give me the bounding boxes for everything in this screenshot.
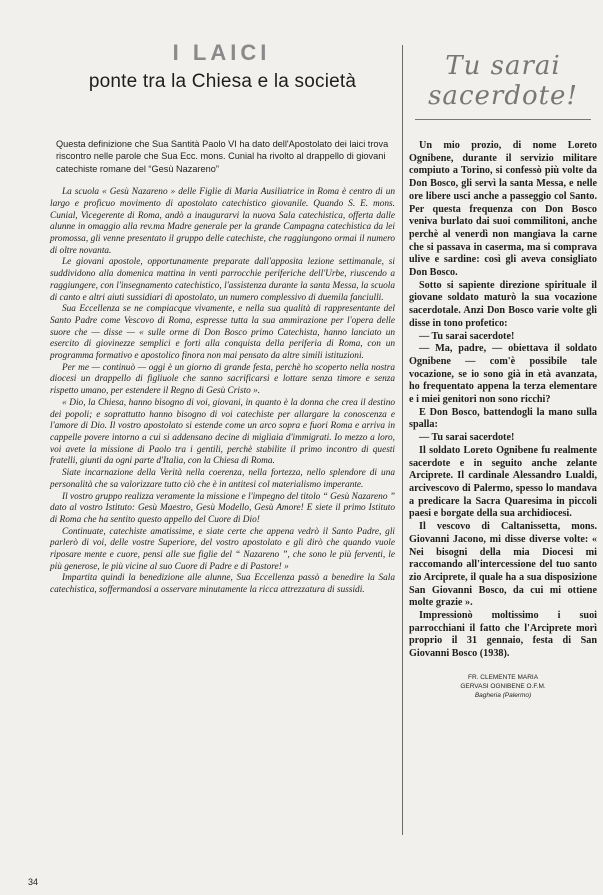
right-article [409, 45, 597, 700]
left-article [50, 40, 395, 597]
article-paragraph: Siate incarnazione della Verità nella coerenza, nella fortezza, nello splendore di una personalità che sa valorizzare tutto ciò che è in antitesi col materialismo imperante. [50, 468, 395, 490]
article-body [50, 187, 395, 597]
title-rule [415, 119, 591, 120]
author-name-line1: FR. CLEMENTE MARIA [467, 673, 539, 681]
author-place: Bagheria (Palermo) [474, 691, 532, 699]
sidebar-paragraph: — Ma, padre, — obiettava il soldato Ognibene — com'è possibile tale vocazione, se io sono già in età avanzata, ho frequentato appena la terza elementare e i miei genitori non sono ricchi? [409, 343, 597, 406]
article-paragraph: Continuate, catechiste amatissime, e siate certe che appena vedrò il Santo Padre, gli parlerò di voi, delle vostre Superiore, del vostro apostolato e gli dirò che quando vuole riposare mente e cuore, pensi alle sue figlie del “ Nazareno ”, che sono le più ferventi, le più generose, le più vicine al suo Cuore di Padre e di Pastore! » [50, 526, 395, 572]
sidebar-title: Tu sarai sacerdote! [428, 51, 578, 111]
author-signature [409, 673, 597, 700]
column-divider [402, 45, 403, 835]
page-number: 34 [28, 877, 39, 887]
sidebar-paragraph: Un mio prozio, di nome Loreto Ognibene, durante il servizio militare compiuto a Torino, si confessò più volte da Don Bosco, gli servì la santa Messa, e nelle ore libere usci anche a passeggio col Santo. Per questa frequenza con Don Bosco veniva burlato dai suoi commilitoni, anche perchè al venerdì non mangiava la carne che si passava in caserma, ma si comprava ulive e sardine: così gli aveva consigliato Don Bosco. [409, 140, 597, 279]
article-paragraph: Le giovani apostole, opportunamente preparate dall'apposita lezione settimanale, si suddividono alla domenica mattina in venti parrocchie periferiche dell'Urbe, riuscendo a raggiungere, con l'insegnamento catechistico, l'assistenza durante la santa Messa, la scuola di canto e altri aiuti sussidiari di apostolato, un numero complessivo di duemila fanciulli. [50, 257, 395, 303]
sidebar-paragraph: Impressionò moltissimo i suoi parrocchiani il fatto che l'Arciprete morì proprio il 31 gennaio, festa di San Giovanni Bosco (1938). [409, 610, 597, 660]
article-paragraph: « Dio, la Chiesa, hanno bisogno di voi, giovani, in quanto è la donna che crea il destino dei popoli; e soprattutto hanno bisogno di voi catechiste per allargare la conoscenza e l'amore di Dio. Il vostro apostolato si estende come un arco sopra e fuori Roma e arriva in cappelle povere intorno a cui si addensano decine di migliaia d'immigrati. Io mezzo a loro, voi avete la missione di Paolo tra i gentili, perchè stabilite il primo incontro di questi fratelli, giunti da ogni parte d'Italia, con la Chiesa di Roma. [50, 397, 395, 467]
sidebar-paragraph: — Tu sarai sacerdote! [419, 432, 515, 444]
article-paragraph: La scuola « Gesù Nazareno » delle Figlie di Maria Ausiliatrice in Roma è centro di un largo e proficuo movimento di apostolato catechistico giovanile. Quando S. E. mons. Cunial, Vicegerente di Roma, andò a inaugurarvi la nuova Sala catechistica, offerta dalle alunne in omaggio alla rev.ma Madre generale per la grande Campagna catechistica da lei promossa, gli venne presentato il gruppo delle catechiste, che raggiungono ormai il numero di oltre novanta. [50, 187, 395, 256]
article-paragraph: Per me — continuò — oggi è un giorno di grande festa, perchè ho scoperto nella nostra diocesi un drappello di figliuole che sanno sacrificarsi e lottare senza timore e senza rispetto umano, per estendere il Regno di Gesù Cristo ». [50, 362, 395, 397]
article-paragraph: Impartita quindi la benedizione alle alunne, Sua Eccellenza passò a benedire la Sala catechistica, soffermandosi a osservare minutamente la ricca attrezzatura di sussidi. [50, 573, 395, 596]
article-paragraph: Il vostro gruppo realizza veramente la missione e l'impegno del titolo “ Gesù Nazareno ” dato al vostro Istituto: Gesù Maestro, Gesù Modello, Gesù Amore! E siete il primo Istituto di Roma che ha sentito questo appello del Cuore di Dio! [50, 491, 395, 525]
article-subtitle: ponte tra la Chiesa e la società [88, 71, 357, 92]
author-name-line2: GERVASI OGNIBENE O.F.M. [460, 682, 546, 690]
sidebar-paragraph: Sotto si sapiente direzione spirituale il giovane soldato maturò la sua vocazione sacerdotale. Anzi Don Bosco varie volte gli disse in tono profetico: [409, 279, 597, 329]
sidebar-body [409, 140, 597, 661]
sidebar-paragraph: — Tu sarai sacerdote! [419, 330, 515, 342]
sidebar-paragraph: Il soldato Loreto Ognibene fu realmente sacerdote e in seguito anche zelante Arciprete. Il cardinale Alessandro Lualdi, arcivescovo di Palermo, spesso lo mandava a predicare la Sacra Quaresima in piccoli paesi e borgate della sua archidiocesi. [409, 444, 597, 520]
sidebar-paragraph: Il vescovo di Caltanissetta, mons. Giovanni Jacono, mi disse diverse volte: « Nei bisogni della mia Diocesi mi raccomando all'intercessione del tuo santo zio Arciprete, il quale ha a sua disposizione San Giovanni Bosco, da cui mi ottiene molte grazie ». [409, 521, 597, 609]
sidebar-paragraph: E Don Bosco, battendogli la mano sulla spalla: [409, 406, 597, 431]
article-title: I LAICI [172, 40, 271, 65]
article-paragraph: Sua Eccellenza se ne compiacque vivamente, e nella sua qualità di rappresentante del Santo Padre come Vescovo di Roma, espresse tutta la sua ammirazione per l'opera delle suore che — disse — « sulle orme di Don Bosco primo Catechista, hanno lanciato un esercito di giovinezze semplici e forti alla conquista della periferia di Roma, con un programma formativo e apostolico finora non mai pensato da altre simili istituzioni. [50, 304, 395, 362]
article-intro: Questa definizione che Sua Santità Paolo VI ha dato dell'Apostolato dei laici trova riscontro nelle parole che Sua Ecc. mons. Cunial ha rivolto al drappello di giovani catechiste romane del “Gesù Nazareno” [56, 139, 389, 174]
